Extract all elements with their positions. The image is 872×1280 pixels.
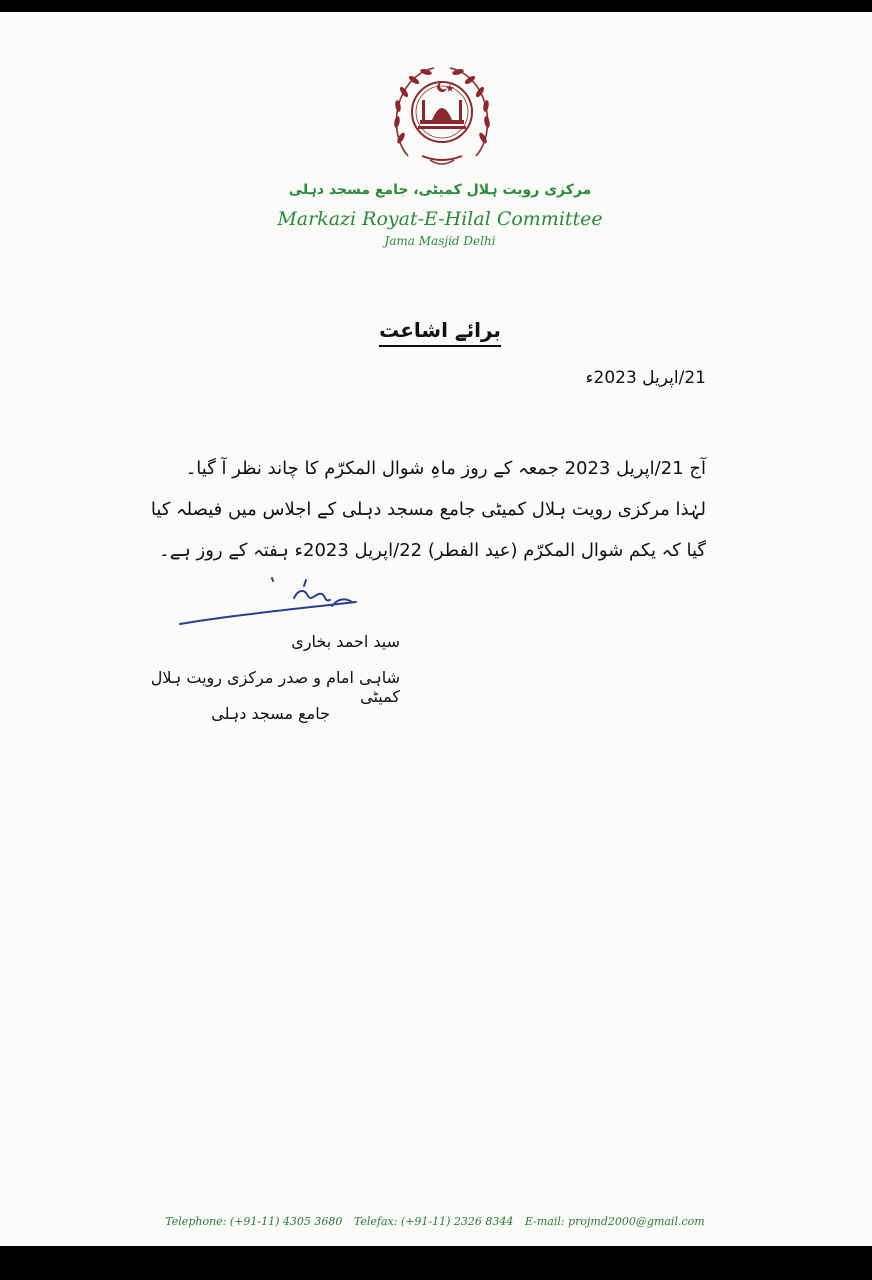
bottom-black-bar: [0, 1246, 872, 1280]
letterhead-page: [0, 12, 872, 1246]
footer-telefax: Telefax: (+91-11) 2326 8344: [353, 1215, 514, 1228]
announcement-body: آج 21/اپریل 2023 جمعہ کے روز ماہِ شوال المکرّم کا چاند نظر آ گیا۔ لہٰذا مرکزی رویت ہلال کمیٹی جامع مسجد دہلی کے اجلاس میں فیصلہ کیا گیا کہ یکم شوال المکرّم (عید الفطر) 22/اپریل 2023ء ہفتہ کے روز ہے۔: [150, 458, 706, 561]
press-release-heading: [330, 318, 550, 342]
footer-telephone: Telephone: (+91-11) 4305 3680: [165, 1215, 343, 1228]
heading-text: برائے اشاعت: [379, 318, 501, 347]
signatory-title: شاہی امام و صدر مرکزی رویت ہلال کمیٹی: [150, 668, 400, 706]
top-black-bar: [0, 0, 872, 12]
footer-email: E-mail: projmd2000@gmail.com: [524, 1215, 705, 1228]
org-location: Jama Masjid Delhi: [384, 234, 496, 248]
committee-emblem-logo: [388, 60, 496, 172]
handwritten-signature: [176, 572, 366, 632]
signatory-name: سید احمد بخاری: [291, 632, 400, 651]
org-name-english: Markazi Royat-E-Hilal Committee: [277, 208, 603, 230]
signatory-place: جامع مسجد دہلی: [211, 704, 330, 723]
contact-footer: [120, 1215, 750, 1228]
letter-date: 21/اپریل 2023ء: [585, 368, 706, 388]
org-name-urdu: مرکزی رویت ہلال کمیٹی، جامع مسجد دہلی: [288, 182, 592, 198]
